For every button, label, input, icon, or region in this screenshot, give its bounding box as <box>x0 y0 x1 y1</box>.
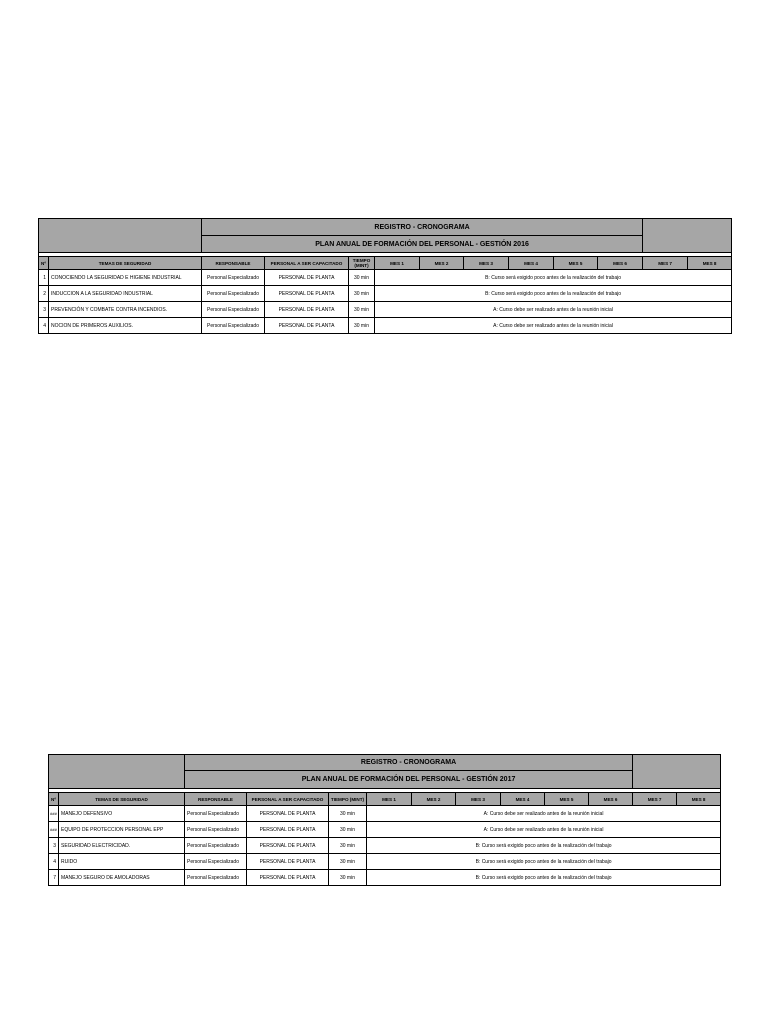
col-header-month-6: MES 6 <box>589 793 633 806</box>
row-staff: PERSONAL DE PLANTA <box>247 838 329 854</box>
table-row <box>49 854 721 870</box>
col-header-month-4: MES 4 <box>509 257 554 270</box>
col-header-month-6: MES 6 <box>598 257 643 270</box>
col-header-time: TIEMPO (MINT) <box>349 257 375 270</box>
row-responsible: Personal Especializado <box>185 838 247 854</box>
row-time: 30 min <box>349 318 375 334</box>
row-number: ### <box>49 822 59 838</box>
row-topic: MANEJO SEGURO DE AMOLADORAS <box>59 870 185 886</box>
header-left-block <box>49 755 185 789</box>
row-note: A: Curso debe ser realizado antes de la reunión inicial <box>375 318 732 334</box>
row-time: 30 min <box>329 822 367 838</box>
row-staff: PERSONAL DE PLANTA <box>265 302 349 318</box>
table-row <box>39 270 732 286</box>
row-number: 4 <box>39 318 49 334</box>
row-staff: PERSONAL DE PLANTA <box>265 270 349 286</box>
row-number: 3 <box>39 302 49 318</box>
col-header-staff: PERSONAL A SER CAPACITADO <box>265 257 349 270</box>
row-staff: PERSONAL DE PLANTA <box>265 318 349 334</box>
row-number: 4 <box>49 854 59 870</box>
col-header-month-1: MES 1 <box>367 793 412 806</box>
row-number: 3 <box>49 838 59 854</box>
row-note: A: Curso debe ser realizado antes de la reunión inicial <box>375 302 732 318</box>
row-topic: MANEJO DEFENSIVO <box>59 806 185 822</box>
col-header-number: Nº <box>39 257 49 270</box>
table-row <box>39 302 732 318</box>
col-header-number: Nº <box>49 793 59 806</box>
row-note: B: Curso será exigido poco antes de la realización del trabajo <box>375 286 732 302</box>
row-responsible: Personal Especializado <box>202 318 265 334</box>
row-responsible: Personal Especializado <box>185 806 247 822</box>
col-header-topic: TEMAS DE SEGURIDAD <box>49 257 202 270</box>
row-note: B: Curso será exigido poco antes de la realización del trabajo <box>375 270 732 286</box>
table-row <box>39 286 732 302</box>
col-header-month-5: MES 5 <box>554 257 598 270</box>
row-time: 30 min <box>329 870 367 886</box>
col-header-staff: PERSONAL A SER CAPACITADO <box>247 793 329 806</box>
row-staff: PERSONAL DE PLANTA <box>247 870 329 886</box>
col-header-responsible: RESPONSABLE <box>202 257 265 270</box>
col-header-month-4: MES 4 <box>501 793 545 806</box>
row-topic: INDUCCION A LA SEGURIDAD INDUSTRIAL <box>49 286 202 302</box>
row-staff: PERSONAL DE PLANTA <box>265 286 349 302</box>
row-staff: PERSONAL DE PLANTA <box>247 822 329 838</box>
schedule-table-2016 <box>38 218 732 334</box>
row-staff: PERSONAL DE PLANTA <box>247 806 329 822</box>
row-time: 30 min <box>349 286 375 302</box>
col-header-month-3: MES 3 <box>456 793 501 806</box>
table-row <box>49 822 721 838</box>
col-header-month-5: MES 5 <box>545 793 589 806</box>
col-header-month-2: MES 2 <box>420 257 464 270</box>
table-title: REGISTRO - CRONOGRAMA <box>185 755 633 771</box>
row-number: 1 <box>39 270 49 286</box>
header-right-block <box>643 219 732 253</box>
row-responsible: Personal Especializado <box>185 822 247 838</box>
row-topic: NOCION DE PRIMEROS AUXILIOS. <box>49 318 202 334</box>
row-note: B: Curso será exigido poco antes de la realización del trabajo <box>367 854 721 870</box>
header-right-block <box>633 755 721 789</box>
row-topic: SEGURIDAD ELECTRICIDAD. <box>59 838 185 854</box>
row-note: A: Curso debe ser realizado antes de la reunión inicial <box>367 822 721 838</box>
col-header-month-3: MES 3 <box>464 257 509 270</box>
table-row <box>39 318 732 334</box>
row-note: B: Curso será exigido poco antes de la realización del trabajo <box>367 870 721 886</box>
col-header-topic: TEMAS DE SEGURIDAD <box>59 793 185 806</box>
header-left-block <box>39 219 202 253</box>
row-responsible: Personal Especializado <box>202 270 265 286</box>
table-row <box>49 870 721 886</box>
row-time: 30 min <box>349 302 375 318</box>
col-header-month-1: MES 1 <box>375 257 420 270</box>
row-topic: PREVENCIÓN Y COMBATE CONTRA INCENDIOS. <box>49 302 202 318</box>
row-number: ### <box>49 806 59 822</box>
row-time: 30 min <box>329 838 367 854</box>
table-subtitle: PLAN ANUAL DE FORMACIÓN DEL PERSONAL - GESTIÓN 2016 <box>202 236 643 253</box>
col-header-month-2: MES 2 <box>412 793 456 806</box>
row-staff: PERSONAL DE PLANTA <box>247 854 329 870</box>
row-time: 30 min <box>349 270 375 286</box>
row-note: A: Curso debe ser realizado antes de la reunión inicial <box>367 806 721 822</box>
table-subtitle: PLAN ANUAL DE FORMACIÓN DEL PERSONAL - GESTIÓN 2017 <box>185 771 633 789</box>
col-header-month-8: MES 8 <box>688 257 732 270</box>
table-row <box>49 838 721 854</box>
row-responsible: Personal Especializado <box>202 302 265 318</box>
col-header-month-7: MES 7 <box>633 793 677 806</box>
row-note: B: Curso será exigido poco antes de la realización del trabajo <box>367 838 721 854</box>
table-title: REGISTRO - CRONOGRAMA <box>202 219 643 236</box>
row-topic: RUIDO <box>59 854 185 870</box>
row-topic: EQUIPO DE PROTECCION PERSONAL EPP <box>59 822 185 838</box>
row-responsible: Personal Especializado <box>185 870 247 886</box>
schedule-table-2017 <box>48 754 721 886</box>
row-number: 2 <box>39 286 49 302</box>
row-time: 30 min <box>329 854 367 870</box>
row-number: 7 <box>49 870 59 886</box>
col-header-time: TIEMPO (MINT) <box>329 793 367 806</box>
col-header-month-7: MES 7 <box>643 257 688 270</box>
table-row <box>49 806 721 822</box>
row-responsible: Personal Especializado <box>202 286 265 302</box>
col-header-month-8: MES 8 <box>677 793 721 806</box>
row-responsible: Personal Especializado <box>185 854 247 870</box>
col-header-responsible: RESPONSABLE <box>185 793 247 806</box>
row-topic: CONOCIENDO LA SEGURIDAD E HIGIENE INDUSTRIAL <box>49 270 202 286</box>
row-time: 30 min <box>329 806 367 822</box>
